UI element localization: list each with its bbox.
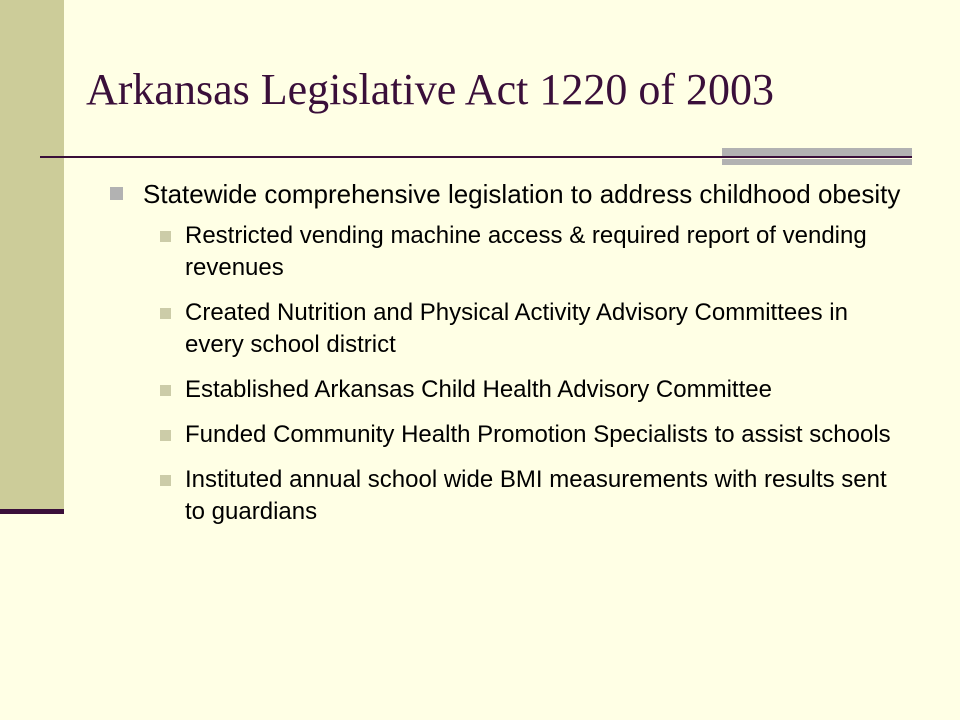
square-bullet-icon: [160, 430, 171, 441]
main-bullet-text: Statewide comprehensive legislation to address childhood obesity: [143, 179, 901, 209]
square-bullet-icon: [160, 385, 171, 396]
square-bullet-icon: [160, 231, 171, 242]
sub-bullet-text: Established Arkansas Child Health Advisory Committee: [185, 376, 772, 403]
sub-bullet-text: Created Nutrition and Physical Activity Advisory Committees in every school district: [185, 299, 848, 358]
sub-bullet-text: Restricted vending machine access & required report of vending revenues: [185, 222, 867, 281]
sub-bullet-list: [154, 220, 908, 528]
sidebar-underline: [0, 509, 64, 514]
title-divider-accent-top: [722, 148, 912, 156]
main-bullet: [108, 176, 908, 212]
slide-body: [108, 176, 908, 541]
sub-bullet-text: Funded Community Health Promotion Specialists to assist schools: [185, 421, 891, 448]
sub-bullet: [154, 374, 908, 406]
sub-bullet: [154, 297, 908, 361]
left-sidebar-band: [0, 0, 64, 510]
square-bullet-icon: [160, 475, 171, 486]
square-bullet-icon: [110, 187, 123, 200]
square-bullet-icon: [160, 308, 171, 319]
sub-bullet: [154, 464, 908, 528]
slide-title: Arkansas Legislative Act 1220 of 2003: [86, 65, 774, 114]
sub-bullet: [154, 220, 908, 284]
title-divider: [40, 156, 912, 158]
title-divider-accent-bottom: [722, 159, 912, 165]
sub-bullet: [154, 419, 908, 451]
sub-bullet-text: Instituted annual school wide BMI measurements with results sent to guardians: [185, 466, 887, 525]
